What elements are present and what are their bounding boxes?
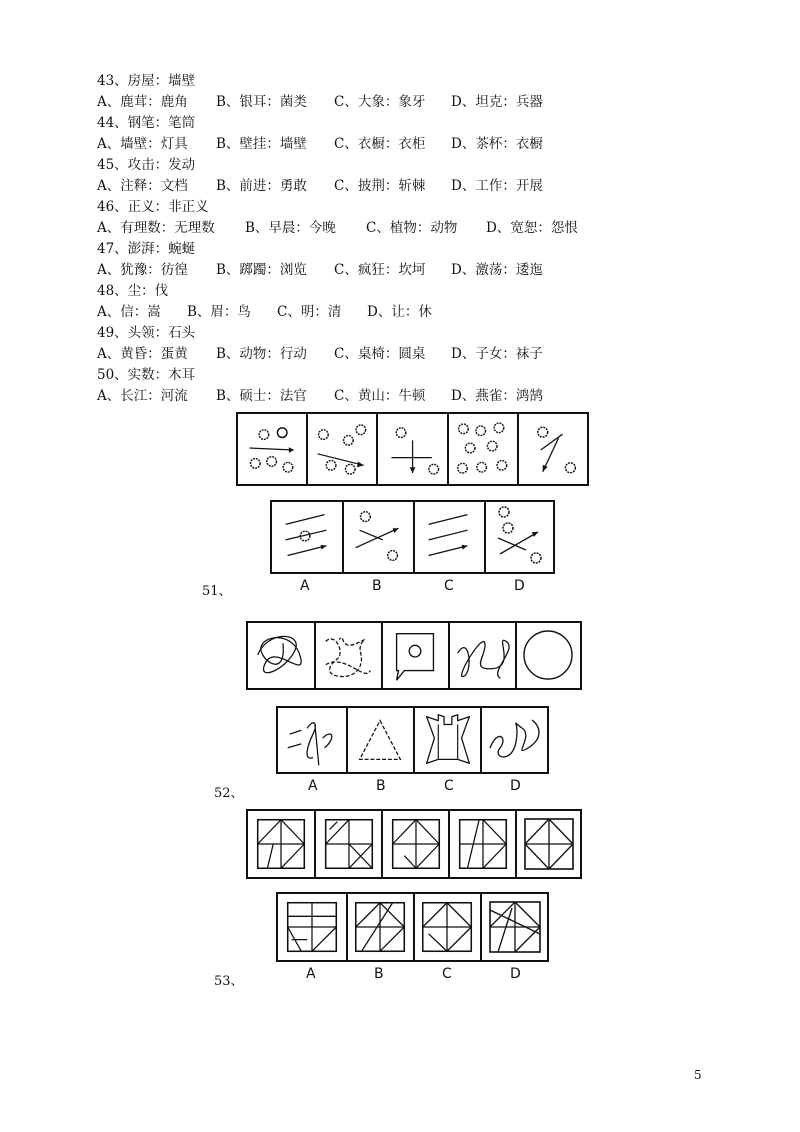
q53-number: 53、	[214, 974, 244, 989]
option-b: B、眉：鸟	[187, 304, 251, 320]
option-a: A、鹿茸：鹿角	[97, 94, 188, 110]
option-c: C、明：清	[277, 304, 342, 320]
option-b: B、早晨：今晚	[245, 220, 336, 236]
question-43-options	[97, 92, 543, 112]
option-d: D、燕雀：鸿鹄	[451, 388, 543, 404]
option-c: C、植物：动物	[366, 220, 458, 236]
q51-stem-cell-4	[449, 414, 519, 484]
q53-stem-cell-3	[383, 811, 450, 877]
option-d: D、宽恕：怨恨	[486, 220, 578, 236]
q52-letter-c: C	[444, 778, 454, 794]
q51-letter-d: D	[514, 578, 525, 594]
option-a: A、信：嵩	[97, 304, 161, 320]
q52-stem-cell-2	[316, 623, 383, 688]
question-50-options	[97, 386, 543, 406]
question-46-stem: 46、正义：非正义	[97, 199, 209, 215]
q52-option-b-figure	[348, 708, 415, 772]
question-50-stem: 50、实数：木耳	[97, 367, 196, 383]
q51-options-figure-row	[270, 500, 555, 574]
option-b: B、前进：勇敢	[216, 178, 307, 194]
option-c: C、衣橱：衣柜	[334, 136, 426, 152]
page-number: 5	[694, 1068, 702, 1082]
q51-stem-figure-row	[236, 412, 589, 486]
q52-stem-cell-3	[383, 623, 450, 688]
option-d: D、激荡：逶迤	[451, 262, 543, 278]
q53-stem-cell-4	[450, 811, 517, 877]
q51-stem-cell-1	[238, 414, 308, 484]
option-c: C、疯狂：坎坷	[334, 262, 426, 278]
q53-option-a-figure	[278, 894, 348, 960]
q52-letter-d: D	[510, 778, 521, 794]
q51-letter-b: B	[372, 578, 382, 594]
question-45-stem: 45、攻击：发动	[97, 157, 196, 173]
q51-stem-cell-5	[519, 414, 587, 484]
question-44-options	[97, 134, 543, 154]
q53-options-figure-row	[276, 892, 549, 962]
question-47-options	[97, 260, 543, 280]
q51-stem-cell-2	[308, 414, 378, 484]
option-a: A、长江：河流	[97, 388, 188, 404]
q53-option-c-figure	[415, 894, 482, 960]
option-d: D、工作：开展	[451, 178, 543, 194]
q53-letter-d: D	[510, 966, 521, 982]
option-b: B、踯躅：浏览	[216, 262, 307, 278]
q53-stem-cell-1	[248, 811, 316, 877]
q51-number: 51、	[202, 584, 232, 599]
option-c: C、黄山：牛顿	[334, 388, 426, 404]
q51-option-c-figure	[415, 502, 486, 572]
q52-stem-cell-5	[517, 623, 580, 688]
q52-stem-cell-4	[450, 623, 517, 688]
question-44-stem: 44、钢笔：笔筒	[97, 115, 196, 131]
option-b: B、壁挂：墙壁	[216, 136, 307, 152]
q53-option-d-figure	[482, 894, 547, 960]
q53-letter-a: A	[306, 966, 316, 982]
question-45-options	[97, 176, 543, 196]
q53-option-b-figure	[348, 894, 415, 960]
question-47-stem: 47、澎湃：蜿蜒	[97, 241, 196, 257]
q51-option-b-figure	[344, 502, 415, 572]
question-43-stem: 43、房屋：墙壁	[97, 73, 196, 89]
q52-option-d-figure	[482, 708, 547, 772]
option-a: A、墙壁：灯具	[97, 136, 188, 152]
question-46-options	[97, 218, 578, 238]
option-c: C、大象：象牙	[334, 94, 426, 110]
option-a: A、黄昏：蛋黄	[97, 346, 188, 362]
option-a: A、注释：文档	[97, 178, 188, 194]
option-d: D、坦克：兵器	[451, 94, 543, 110]
question-48-options	[97, 302, 432, 322]
q52-option-a-figure	[278, 708, 348, 772]
question-49-stem: 49、头领：石头	[97, 325, 196, 341]
option-a: A、犹豫：彷徨	[97, 262, 188, 278]
q52-letter-b: B	[376, 778, 386, 794]
q51-option-a-figure	[272, 502, 344, 572]
q53-stem-cell-2	[316, 811, 383, 877]
option-b: B、硕士：法官	[216, 388, 307, 404]
q52-option-c-figure	[415, 708, 482, 772]
q52-number: 52、	[214, 786, 244, 801]
option-c: C、桌椅：圆桌	[334, 346, 426, 362]
option-c: C、披荆：斩棘	[334, 178, 426, 194]
option-b: B、动物：行动	[216, 346, 307, 362]
q51-letter-c: C	[444, 578, 454, 594]
question-49-options	[97, 344, 543, 364]
q53-stem-cell-5	[517, 811, 580, 877]
q51-stem-cell-3	[378, 414, 448, 484]
option-d: D、让：休	[367, 304, 432, 320]
option-b: B、银耳：菌类	[216, 94, 307, 110]
q52-stem-cell-1	[248, 623, 316, 688]
q53-stem-figure-row	[246, 809, 582, 879]
q52-stem-figure-row	[246, 621, 582, 690]
q51-letter-a: A	[300, 578, 310, 594]
question-48-stem: 48、尘：伐	[97, 283, 169, 299]
option-d: D、茶杯：衣橱	[451, 136, 543, 152]
q51-option-d-figure	[486, 502, 553, 572]
q53-letter-b: B	[374, 966, 384, 982]
q53-letter-c: C	[442, 966, 452, 982]
option-a: A、有理数：无理数	[97, 220, 215, 236]
q52-letter-a: A	[308, 778, 318, 794]
q52-options-figure-row	[276, 706, 549, 774]
option-d: D、子女：袜子	[451, 346, 543, 362]
